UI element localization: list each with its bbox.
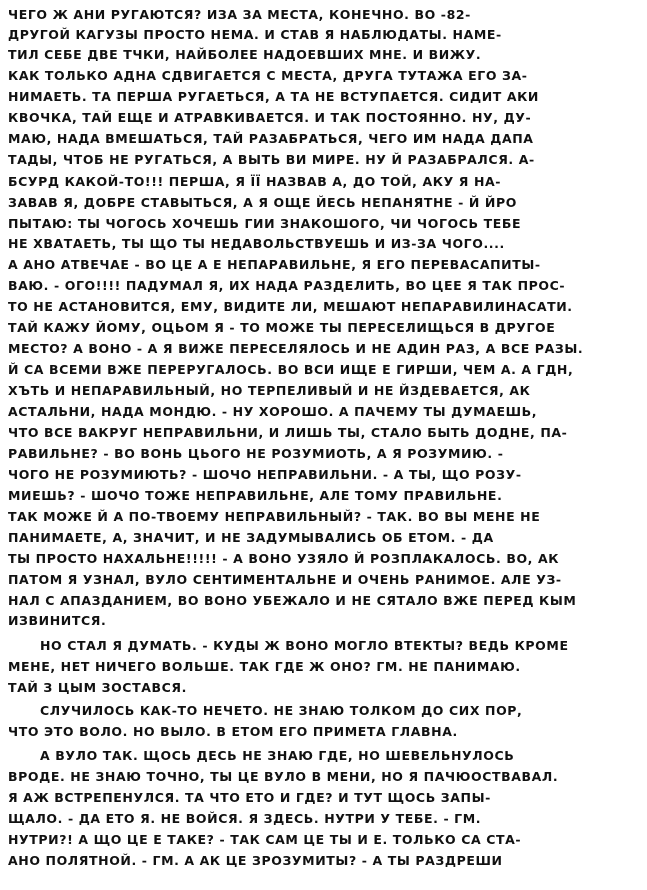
text-line: ЧТО ВСЕ ВАКРУГ НЕПРАВИЛЬНИ, И ЛИШЬ ТЫ, СТАЛО БЫТЬ ДОДНЕ, ПА- <box>8 425 568 440</box>
text-line: ПЫТАЮ: ТЫ ЧОГОСЬ ХОЧЕШЬ ГИИ ЗНАКОШОГО, ЧИ ЧОГОСЬ ТЕБЕ <box>8 216 522 231</box>
text-line: МЕНЕ, НЕТ НИЧЕГО ВОЛЬШЕ. ТАК ГДЕ Ж ОНО? ГМ. НЕ ПАНИМАЮ. <box>8 659 521 674</box>
text-line: НЕ ХВАТАЕТЬ, ТЫ ЩО ТЫ НЕДАВОЛЬСТВУЕШЬ И ИЗ-ЗА ЧОГО.... <box>8 236 505 251</box>
text-line: ПАНИМАЕТЕ, А, ЗНАЧИТ, И НЕ ЗАДУМЫВАЛИСЬ ОБ ЕТОМ. - ДА <box>8 530 494 545</box>
text-line: АСТАЛЬНИ, НАДА МОНДЮ. - НУ ХОРОШО. А ПАЧЕМУ ТЫ ДУМАЕШЬ, <box>8 404 538 419</box>
text-line: Й СА ВСЕМИ ВЖЕ ПЕРЕРУГАЛОСЬ. ВО ВСИ ИЩЕ Е ГИРШИ, ЧЕМ А. А ГДН, <box>8 362 574 377</box>
text-line: Я АЖ ВСТРЕПЕНУЛСЯ. ТА ЧТО ЕТО И ГДЕ? И ТУТ ЩОСЬ ЗАПЫ- <box>8 790 491 805</box>
text-line: ТЫ ПРОСТО НАХАЛЬНЕ!!!!! - А ВОНО УЗЯЛО Й РОЗПЛАКАЛОСЬ. ВО, АК <box>8 551 560 566</box>
text-line: ТАДЫ, ЧТОБ НЕ РУГАТЬСЯ, А ВЫТЬ ВИ МИРЕ. НУ Й РАЗАБРАЛСЯ. А- <box>8 152 535 167</box>
text-line: ЧЕГО Ж АНИ РУГАЮТСЯ? ИЗА ЗА МЕСТА, КОНЕЧНО. ВО -82- <box>8 7 471 22</box>
text-line: ЧТО ЭТО ВОЛО. НО ВЫЛО. В ЕТОМ ЕГО ПРИМЕТА ГЛАВНА. <box>8 724 458 739</box>
text-line: КВОЧКА, ТАЙ ЕЩЕ И АТРАВКИВАЕТСЯ. И ТАК ПОСТОЯННО. НУ, ДУ- <box>8 110 532 125</box>
text-line: МЕСТО? А ВОНО - А Я ВИЖЕ ПЕРЕСЕЛЯЛОСЬ И НЕ АДИН РАЗ, А ВСЕ РАЗЫ. <box>8 341 584 356</box>
text-line: БСУРД КАКОЙ-ТО!!! ПЕРША, Я ЇЇ НАЗВАВ А, ДО ТОЙ, АКУ Я НА- <box>8 174 502 189</box>
text-line: ХЪТЬ И НЕПАРАВИЛЬНЫЙ, НО ТЕРПЕЛИВЫЙ И НЕ ЙЗДЕВАЕТСЯ, АК <box>8 383 531 398</box>
text-line: АНО ПОЛЯТНОЙ. - ГМ. А АК ЦЕ ЗРОЗУМИТЫ? - А ТЫ РАЗДРЕШИ <box>8 853 503 868</box>
text-line: ТИЛ СЕБЕ ДВЕ ТЧКИ, НАЙБОЛЕЕ НАДОЕВШИХ МНЕ. И ВИЖУ. <box>8 47 482 62</box>
text-line: А ВУЛО ТАК. ЩОСЬ ДЕСЬ НЕ ЗНАЮ ГДЕ, НО ШЕВЕЛЬНУЛОСЬ <box>40 748 515 763</box>
text-line: МАЮ, НАДА ВМЕШАТЬСЯ, ТАЙ РАЗАБРАТЬСЯ, ЧЕГО ИМ НАДА ДАПА <box>8 131 534 146</box>
text-line: ВРОДЕ. НЕ ЗНАЮ ТОЧНО, ТЫ ЦЕ ВУЛО В МЕНИ, НО Я ПАЧЮОСТВАВАЛ. <box>8 769 559 784</box>
text-line: НАЛ С АПАЗДАНИЕМ, ВО ВОНО УБЕЖАЛО И НЕ СЯТАЛО ВЖЕ ПЕРЕД КЫМ <box>8 593 577 608</box>
text-line: НИМАЕТЬ. ТА ПЕРША РУГАЕТЬСЯ, А ТА НЕ ВСТУПАЕТСЯ. СИДИТ АКИ <box>8 89 539 104</box>
text-line: ТАЙ КАЖУ ЙОМУ, ОЦЬОМ Я - ТО МОЖЕ ТЫ ПЕРЕСЕЛИЩЬСЯ В ДРУГОЕ <box>8 320 556 335</box>
text-line: РАВИЛЬНЕ? - ВО ВОНЬ ЦЬОГО НЕ РОЗУМИОТЬ, А Я РОЗУМИЮ. - <box>8 446 504 461</box>
text-line: ВАЮ. - ОГО!!!! ПАДУМАЛ Я, ИХ НАДА РАЗДЕЛИТЬ, ВО ЦЕЕ Я ТАК ПРОС- <box>8 278 566 293</box>
text-line: ТАЙ З ЦЫМ ЗОСТАВСЯ. <box>8 680 187 695</box>
text-line: КАК ТОЛЬКО АДНА СДВИГАЕТСЯ С МЕСТА, ДРУГА ТУТАЖА ЕГО ЗА- <box>8 68 528 83</box>
text-line: НУТРИ?! А ЩО ЦЕ Е ТАКЕ? - ТАК САМ ЦЕ ТЫ И Е. ТОЛЬКО СА СТА- <box>8 832 522 847</box>
text-line: ИЗВИНИТСЯ. <box>8 613 107 628</box>
text-line: НО СТАЛ Я ДУМАТЬ. - КУДЫ Ж ВОНО МОГЛО ВТЕКТЫ? ВЕДЬ КРОМЕ <box>40 638 569 653</box>
text-line: ЧОГО НЕ РОЗУМИЮТЬ? - ШОЧО НЕПРАВИЛЬНИ. - А ТЫ, ЩО РОЗУ- <box>8 467 522 482</box>
text-line: МИЕШЬ? - ШОЧО ТОЖЕ НЕПРАВИЛЬНЕ, АЛЕ ТОМУ ПРАВИЛЬНЕ. <box>8 488 503 503</box>
text-line: СЛУЧИЛОСЬ КАК-ТО НЕЧЕТО. НЕ ЗНАЮ ТОЛКОМ ДО СИХ ПОР, <box>40 703 523 718</box>
text-line: ДРУГОЙ КАГУЗЫ ПРОСТО НЕМА. И СТАВ Я НАБЛЮДАТЫ. НАМЕ- <box>8 27 502 42</box>
text-line: ПАТОМ Я УЗНАЛ, ВУЛО СЕНТИМЕНТАЛЬНЕ И ОЧЕНЬ РАНИМОЕ. АЛЕ УЗ- <box>8 572 562 587</box>
text-line: А АНО АТВЕЧАЕ - ВО ЦЕ А Е НЕПАРАВИЛЬНЕ, Я ЕГО ПЕРЕВАСАПИТЫ- <box>8 257 541 272</box>
text-line: ЩАЛО. - ДА ЕТО Я. НЕ ВОЙСЯ. Я ЗДЕСЬ. НУТРИ У ТЕБЕ. - ГМ. <box>8 811 482 826</box>
text-line: ТАК МОЖЕ Й А ПО-ТВОЕМУ НЕПРАВИЛЬНЫЙ? - ТАК. ВО ВЫ МЕНЕ НЕ <box>8 509 541 524</box>
text-line: ЗАВАВ Я, ДОБРЕ СТАВЫТЬСЯ, А Я ОЩЕ ЙЕСЬ НЕПАНЯТНЕ - Й ЙРО <box>8 195 517 210</box>
text-line: ТО НЕ АСТАНОВИТСЯ, ЕМУ, ВИДИТЕ ЛИ, МЕШАЮТ НЕПАРАВИЛИНАСАТИ. <box>8 299 573 314</box>
